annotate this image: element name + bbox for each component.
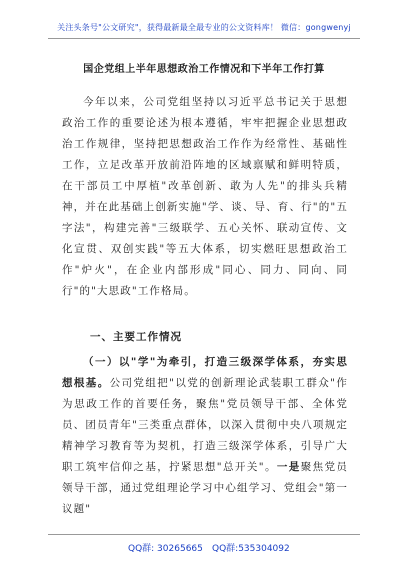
qq-group-1: QQ群: 30265665: [128, 544, 203, 554]
header-divider: [48, 38, 360, 39]
subsection-body: 公司党组把"以党的创新理论武装职工群众"作为思政工作的首要任务，聚焦"党员领导干部、全体党员、团员青年"三类重点群体，以深入贯彻中央八项规定精神学习教育等为契机，打造三级深学体系，引导广大职工筑牢信仰之基，拧紧思想"总开关"。: [62, 377, 348, 473]
footer-contact: [0, 541, 408, 557]
document-title: 国企党组上半年思想政治工作情况和下半年工作打算: [83, 64, 325, 75]
subsection-lead: （一）以"学"为牵引，打造三级深学体系，夯实思想根基。: [62, 356, 348, 389]
header-note: 关注头条号"公文研究"，获得最新最全最专业的公文资料库！ 微信：gongwenyj: [57, 23, 351, 32]
footer-divider: [48, 534, 360, 535]
subsection-paragraph: [62, 352, 348, 520]
qq-group-2: QQ群:535304092: [212, 544, 290, 554]
point-body: 聚焦党员领导干部，通过党组理论学习中心组学习、党组会"第一议题": [62, 461, 349, 515]
section-heading: 一、主要工作情况: [90, 331, 182, 343]
intro-paragraph: 今年以来，公司党组坚持以习近平总书记关于思想政治工作的重要论述为根本遵循，牢牢把握企业思想政治工作规律，坚持把思想政治工作作为经常性、基础性工作，立足改革开放前沿阵地的区域禀赋和鲜明特质，在干部员工中厚植"改革创新、敢为人先"的排头兵精神，并在此基础上创新实施"学、谈、导、育、行"的"五字法"，构建完善"三级联学、五心关怀、联动宣传、文化宣贯、双创实践"等五大体系，切实燃旺思想政治工作"炉火"，在企业内部形成"同心、同力、同向、同行"的"大思政"工作格局。: [62, 96, 348, 297]
point-marker: 一是: [276, 461, 301, 473]
